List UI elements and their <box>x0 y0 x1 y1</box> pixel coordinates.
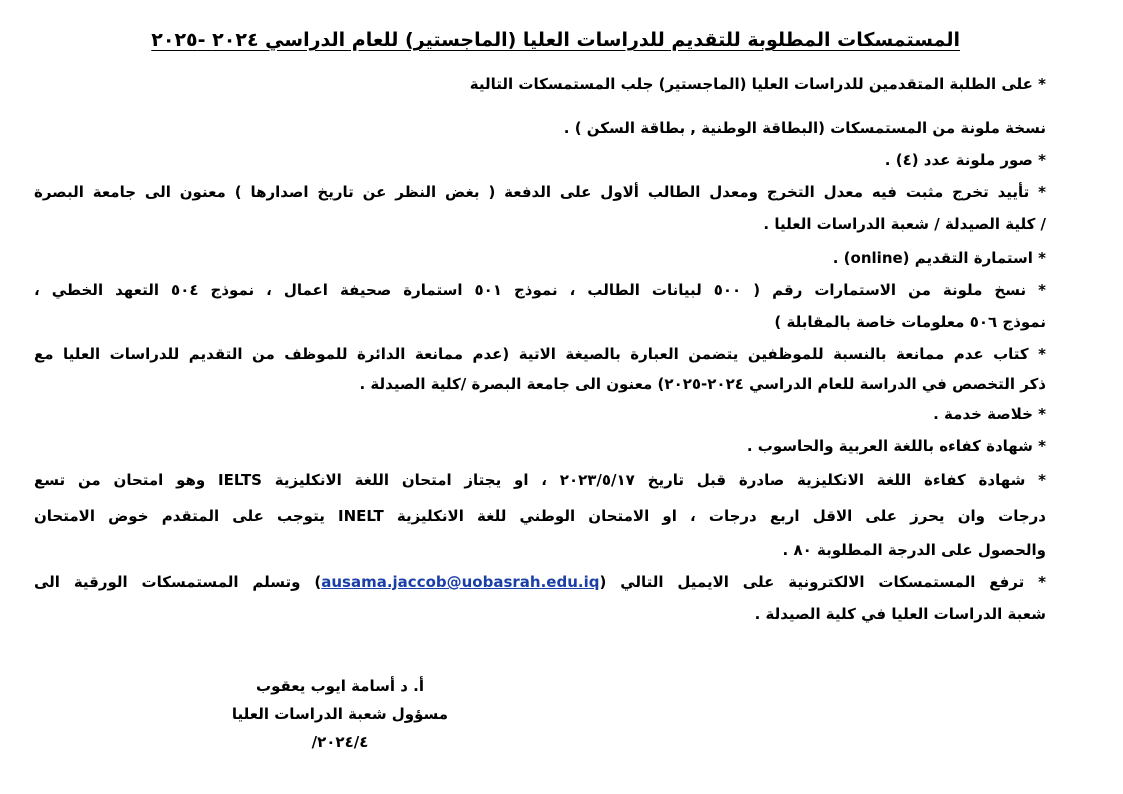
list-item-english-line2: درجات وان يحرز على الاقل اربع درجات ، او الامتحان الوطني للغة الانكليزية INELT يتوجب على المتقدم خوض الامتحان <box>34 507 1046 525</box>
list-item-upload-line1 <box>34 568 1046 596</box>
list-item-service-summary: * خلاصة خدمة . <box>933 405 1046 423</box>
list-item-competency: * شهادة كفاءه باللغة العربية والحاسوب . <box>746 437 1046 455</box>
list-item-forms-line2: نموذج ٥٠٦ معلومات خاصة بالمقابلة ) <box>774 313 1046 331</box>
signature-date: ٢٠٢٤/٤/ <box>311 733 369 751</box>
upload-text-before: * ترفع المستمسكات الالكترونية على الايميل التالي ( <box>599 573 1046 591</box>
intro-line: * على الطلبة المتقدمين للدراسات العليا (الماجستير) جلب المستمسكات التالية <box>469 75 1046 93</box>
list-item-grad-cert-line1: * تأييد تخرج مثبت فيه معدل التخرج ومعدل الطالب ألاول على الدفعة ( بغض النظر عن تاريخ اصدارها ) معنون الى جامعة البصرة <box>34 183 1046 201</box>
upload-text-after: ) وتسلم المستمسكات الورقية الى <box>34 573 322 591</box>
list-item-no-objection-line2: ذكر التخصص في الدراسة للعام الدراسي ٢٠٢٤-٢٠٢٥) معنون الى جامعة البصرة /كلية الصيدلة . <box>359 375 1046 393</box>
email-link[interactable]: ausama.jaccob@uobasrah.edu.iq <box>321 573 600 591</box>
document-title: المستمسكات المطلوبة للتقديم للدراسات العليا (الماجستير) للعام الدراسي ٢٠٢٤ -٢٠٢٥ <box>151 29 960 51</box>
list-item-copy-docs: نسخة ملونة من المستمسكات (البطاقة الوطنية , بطاقة السكن ) . <box>563 119 1046 137</box>
list-item-upload-line2: شعبة الدراسات العليا في كلية الصيدلة . <box>754 605 1046 623</box>
list-item-grad-cert-line2: / كلية الصيدلة / شعبة الدراسات العليا . <box>763 215 1046 233</box>
list-item-english-line3: والحصول على الدرجة المطلوبة ٨٠ . <box>782 541 1046 559</box>
signature-name: أ. د أسامة ايوب يعقوب <box>256 677 424 695</box>
list-item-photos: * صور ملونة عدد (٤) . <box>884 151 1046 169</box>
signature-block <box>200 672 480 756</box>
list-item-forms-line1: * نسخ ملونة من الاستمارات رقم ( ٥٠٠ لبيانات الطالب ، نموذج ٥٠١ استمارة صحيفة اعمال ، نموذج ٥٠٤ التعهد الخطي ، <box>34 281 1046 299</box>
list-item-online-form: * استمارة التقديم (online) . <box>832 249 1046 267</box>
signature-position: مسؤول شعبة الدراسات العليا <box>231 705 449 723</box>
list-item-english-line1: * شهادة كفاءة اللغة الانكليزية صادرة قبل تاريخ ٢٠٢٣/٥/١٧ ، او يجتاز امتحان اللغة الانكليزية IELTS وهو امتحان من تسع <box>34 471 1046 489</box>
list-item-no-objection-line1: * كتاب عدم ممانعة بالنسبة للموظفين يتضمن العبارة بالصيغة الاتية (عدم ممانعة الدائرة للموظف من التقديم للدراسات العليا مع <box>34 345 1046 363</box>
